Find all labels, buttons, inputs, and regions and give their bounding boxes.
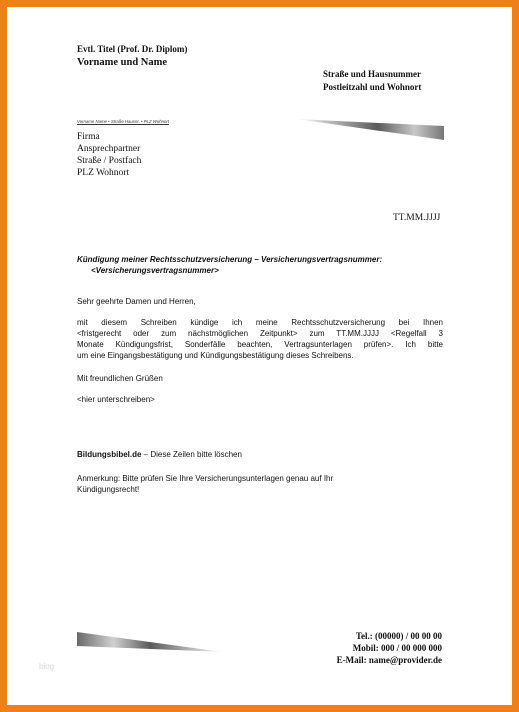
body-line: Monate Kündigungsfrist, Sonderfälle beachten, Vertragsunterlagen prüfen>. Ich bitte [77, 340, 443, 349]
site-note-text: – Diese Zeilen bitte löschen [141, 450, 242, 459]
remark-line: Kündigungsrecht! [77, 485, 140, 494]
recipient-street: Straße / Postfach [77, 156, 142, 166]
sender-address-line: Vorname Name • Straße Hausnr. • PLZ Wohnort [77, 119, 170, 124]
sender-title: Evtl. Titel (Prof. Dr. Diplom) [77, 44, 188, 54]
contact-tel: Tel.: (00000) / 00 00 00 [355, 631, 442, 641]
letter-date: TT.MM.JJJJ [393, 213, 441, 223]
closing: Mit freundlichen Grüßen [77, 374, 163, 383]
letter-page [7, 7, 512, 705]
body-line: um eine Eingangsbestätigung und Kündigungsbestätigung dieses Schreibens. [77, 351, 354, 360]
sender-city: Postleitzahl und Wohnort [323, 82, 422, 92]
site-name: Bildungsbibel.de [77, 450, 142, 459]
decorative-wedge-bottom [77, 631, 223, 653]
remark-line: Anmerkung: Bitte prüfen Sie Ihre Versicherungsunterlagen genau auf Ihr [77, 474, 334, 483]
decorative-wedge-top [296, 118, 444, 142]
body-line: mit diesem Schreiben kündige ich meine Rechtsschutzversicherung bei Ihnen [77, 318, 443, 327]
sender-street: Straße und Hausnummer [323, 69, 422, 79]
site-note [77, 450, 242, 459]
salutation: Sehr geehrte Damen und Herren, [77, 297, 196, 306]
body-line: <fristgerecht oder zum nächstmöglichen Zeitpunkt> zum TT.MM.JJJJ <Regelfall 3 [77, 329, 443, 338]
recipient-city: PLZ Wohnort [77, 168, 130, 178]
contact-email: E-Mail: name@provider.de [336, 655, 442, 665]
body-paragraph [77, 317, 443, 361]
recipient-contact: Ansprechpartner [77, 144, 141, 154]
signature-placeholder: <hier unterschreiben> [77, 395, 155, 404]
subject-contract-number: <Versicherungsvertragsnummer> [91, 266, 219, 275]
watermark-text: blog [39, 662, 55, 671]
contact-mobile: Mobil: 000 / 00 000 000 [352, 643, 442, 653]
sender-name: Vorname und Name [77, 57, 168, 68]
recipient-company: Firma [77, 132, 100, 142]
subject-line: Kündigung meiner Rechtsschutzversicherung – Versicherungsvertragsnummer: [77, 255, 383, 264]
